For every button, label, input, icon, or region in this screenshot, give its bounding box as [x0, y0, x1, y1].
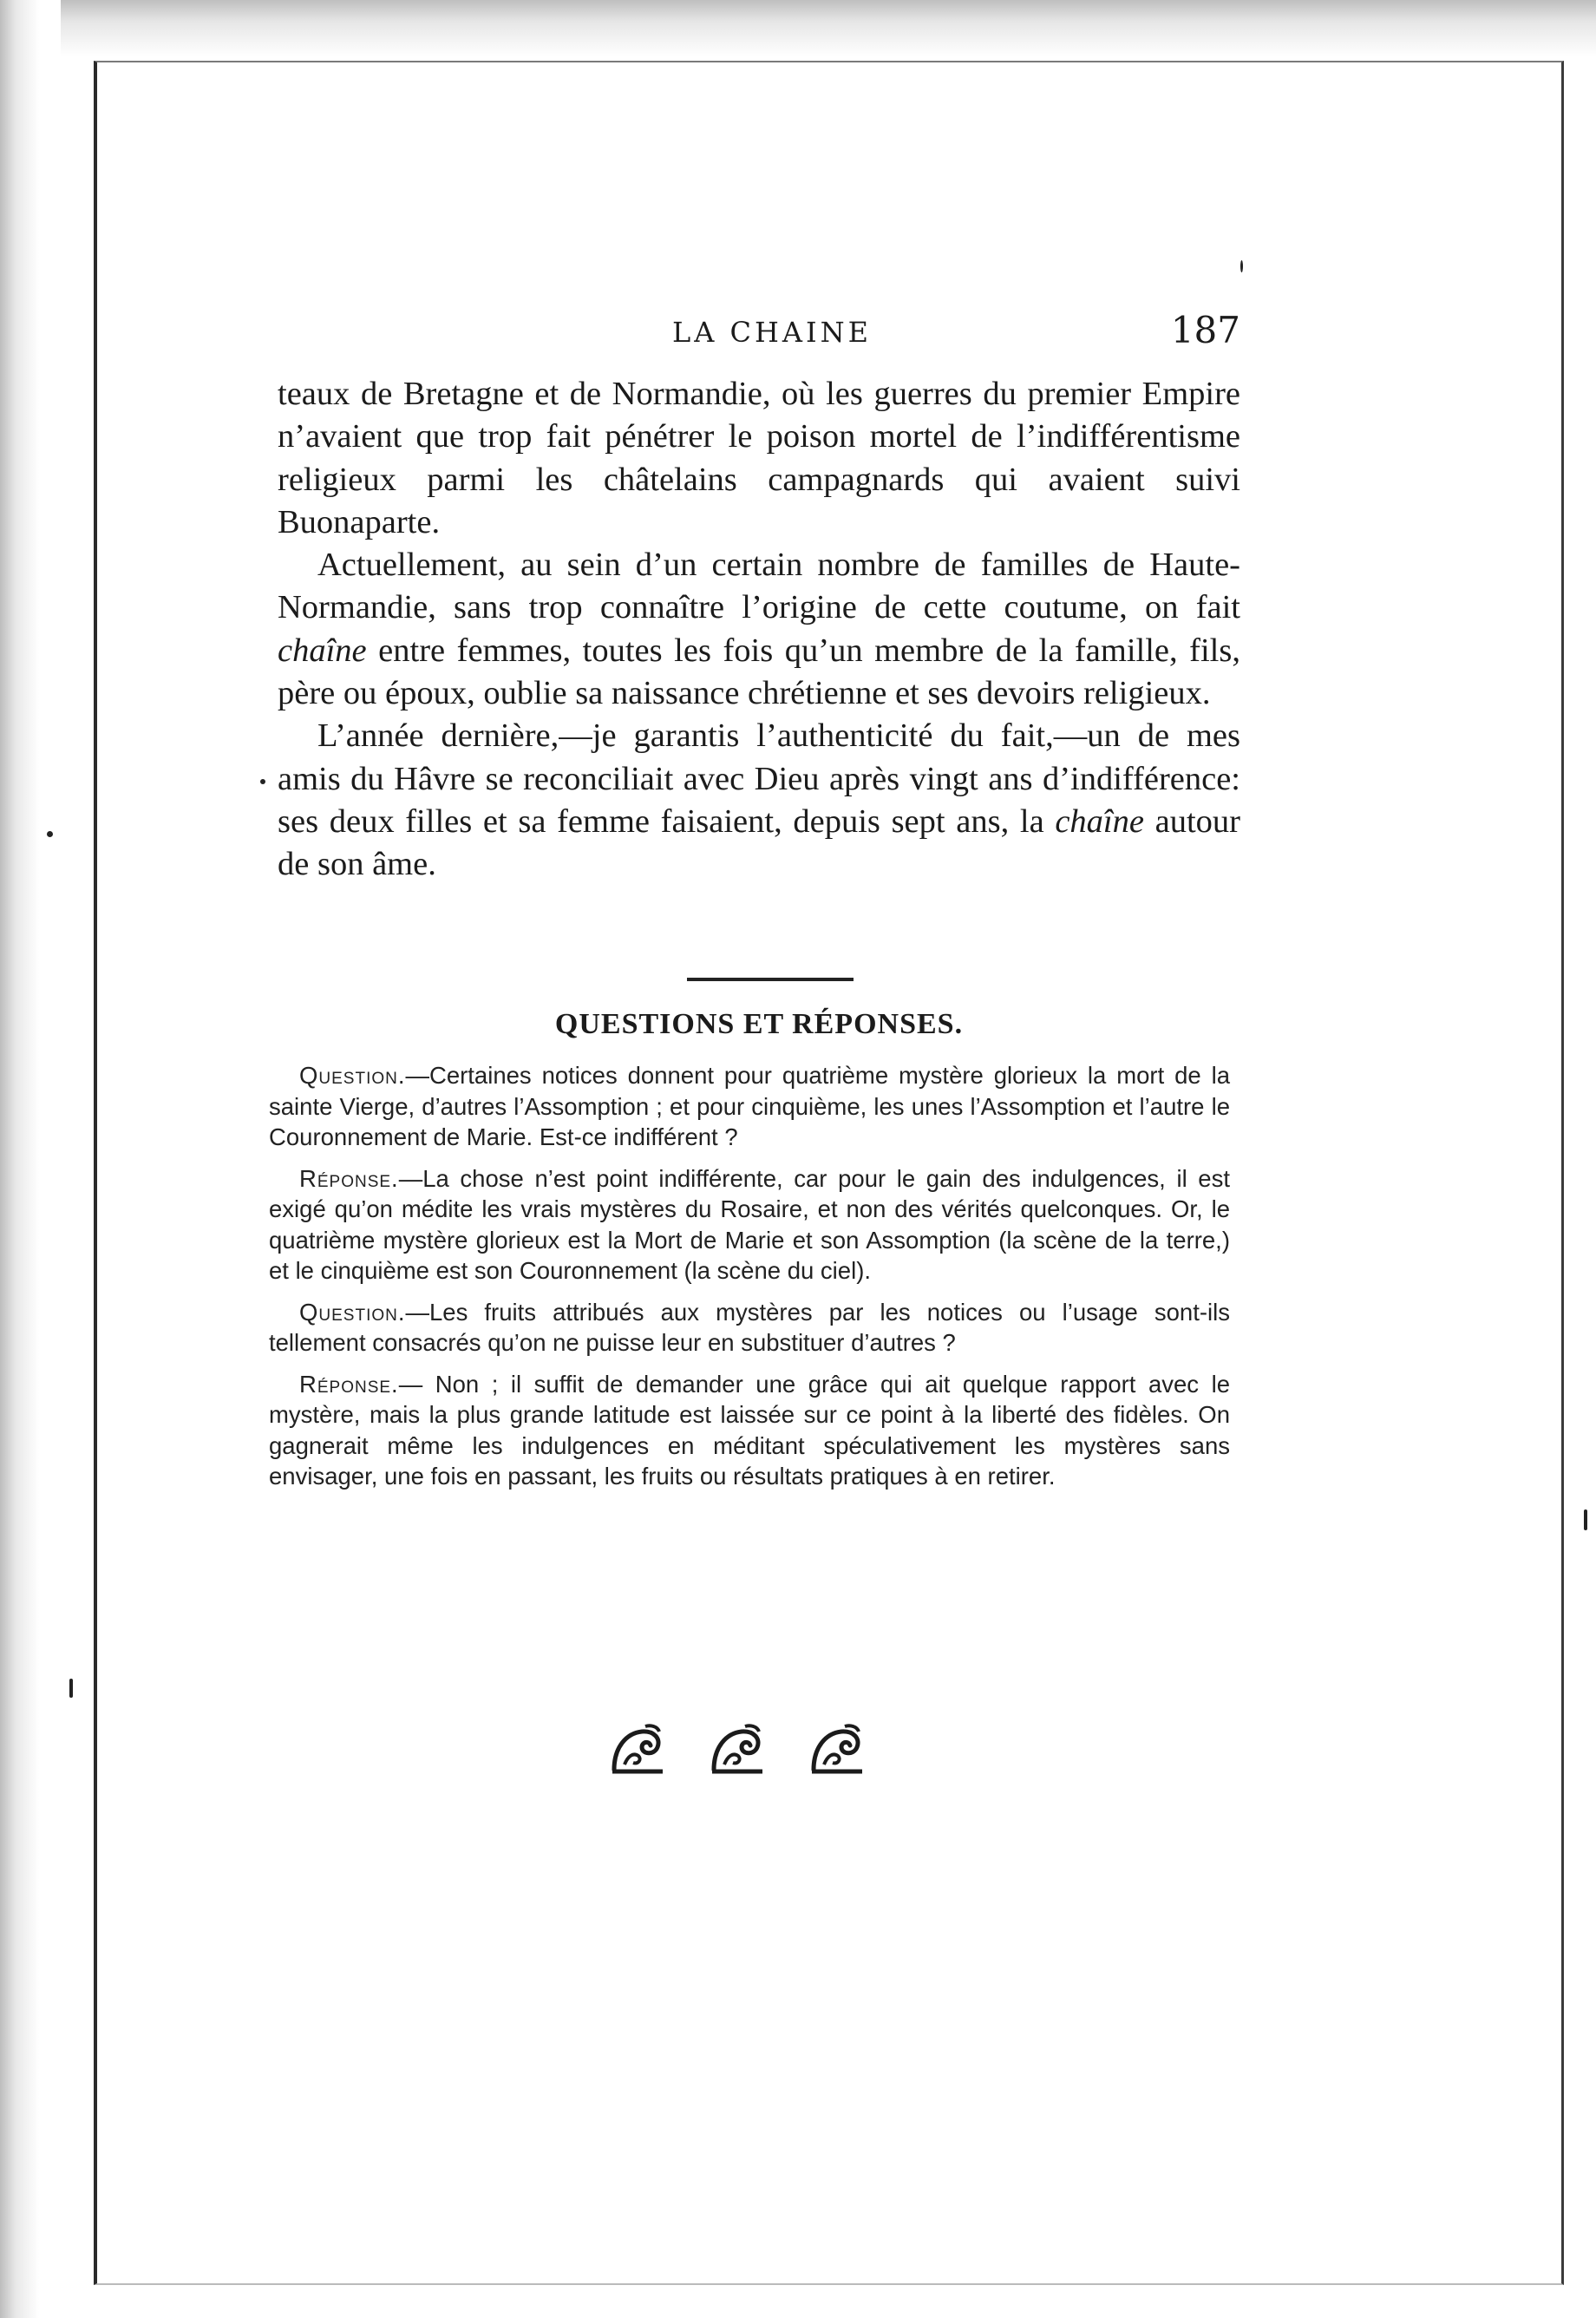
- qa-text: —Les fruits attribués aux mystères par les notices ou l’usage sont-ils tellement consacrés qu’on ne puisse leur en substituer d’autres ?: [269, 1298, 1230, 1356]
- paragraph: teaux de Bretagne et de Normandie, où les guerres du premier Empire n’avaient que trop fait pénétrer le poison mortel de l’indifférentisme religieux parmi les châtelains campagnards qui avaient suivi Buonaparte.: [278, 376, 1240, 540]
- qa-lead: Question.: [299, 1062, 406, 1089]
- scan-speck: [47, 831, 53, 837]
- scan-left-shadow: [0, 0, 61, 2318]
- section-divider: [687, 978, 854, 981]
- fleuron-ornament: [807, 1721, 867, 1777]
- scan-speck: [1584, 1509, 1587, 1530]
- questions-answers: [269, 1060, 1230, 1503]
- fleuron-ornament: [607, 1721, 668, 1777]
- qa-text: —Certaines notices donnent pour quatrième mystère glorieux la mort de la sainte Vierge, d’autres l’Assomption ; et pour cinquième, les unes l’Assomption et l’autre le Couronnement de Marie. Est-ce indifférent ?: [269, 1062, 1230, 1150]
- body-text: [278, 373, 1240, 887]
- qa-item: [269, 1060, 1230, 1153]
- qa-lead: Réponse.: [299, 1164, 399, 1192]
- qa-item: [269, 1163, 1230, 1287]
- qa-text: — Non ; il suffit de demander une grâce qui ait quelque rapport avec le mystère, mais la plus grande latitude est laissée sur ce point à la liberté des fidèles. On gagnerait même les indulgences en méditant spéculativement les mystères sans envisager, une fois en passant, les fruits ou résultats pratiques à en retirer.: [269, 1370, 1230, 1490]
- qa-lead: Question.: [299, 1298, 406, 1326]
- running-title: LA CHAINE: [672, 316, 873, 349]
- qa-item: [269, 1297, 1230, 1359]
- scan-speck: [1240, 260, 1243, 272]
- qa-item: [269, 1369, 1230, 1492]
- section-title: QUESTIONS ET RÉPONSES.: [554, 1008, 964, 1040]
- scan-speck: [260, 779, 265, 784]
- qa-lead: Réponse.: [299, 1370, 399, 1398]
- scan-speck: [69, 1679, 73, 1698]
- page-header: [278, 309, 1240, 356]
- ornament-row: [607, 1721, 867, 1782]
- paragraph: Actuellement, au sein d’un certain nombre de familles de Haute-Normandie, sans trop connaître l’origine de cette coutume, on fait chaîne entre femmes, toutes les fois qu’un membre de la famille, fils, père ou époux, oublie sa naissance chrétienne et ses devoirs religieux.: [278, 547, 1240, 712]
- fleuron-ornament: [707, 1721, 768, 1777]
- scan-top-shadow: [0, 0, 1596, 61]
- qa-text: —La chose n’est point indifférente, car pour le gain des indulgences, il est exigé qu’on médite les vrais mystères du Rosaire, et non des vérités quelconques. Or, le quatrième mystère glorieux est la Mort de Marie et son Assomption (la scène de la terre,) et le cinquième est son Couronnement (la scène du ciel).: [269, 1164, 1230, 1284]
- paragraph: L’année dernière,—je garantis l’authenticité du fait,—un de mes amis du Hâvre se reconciliait avec Dieu après vingt ans d’indifférence: ses deux filles et sa femme faisaient, depuis sept ans, la chaîne autour de son âme.: [278, 717, 1240, 883]
- page-number: 187: [1170, 309, 1240, 351]
